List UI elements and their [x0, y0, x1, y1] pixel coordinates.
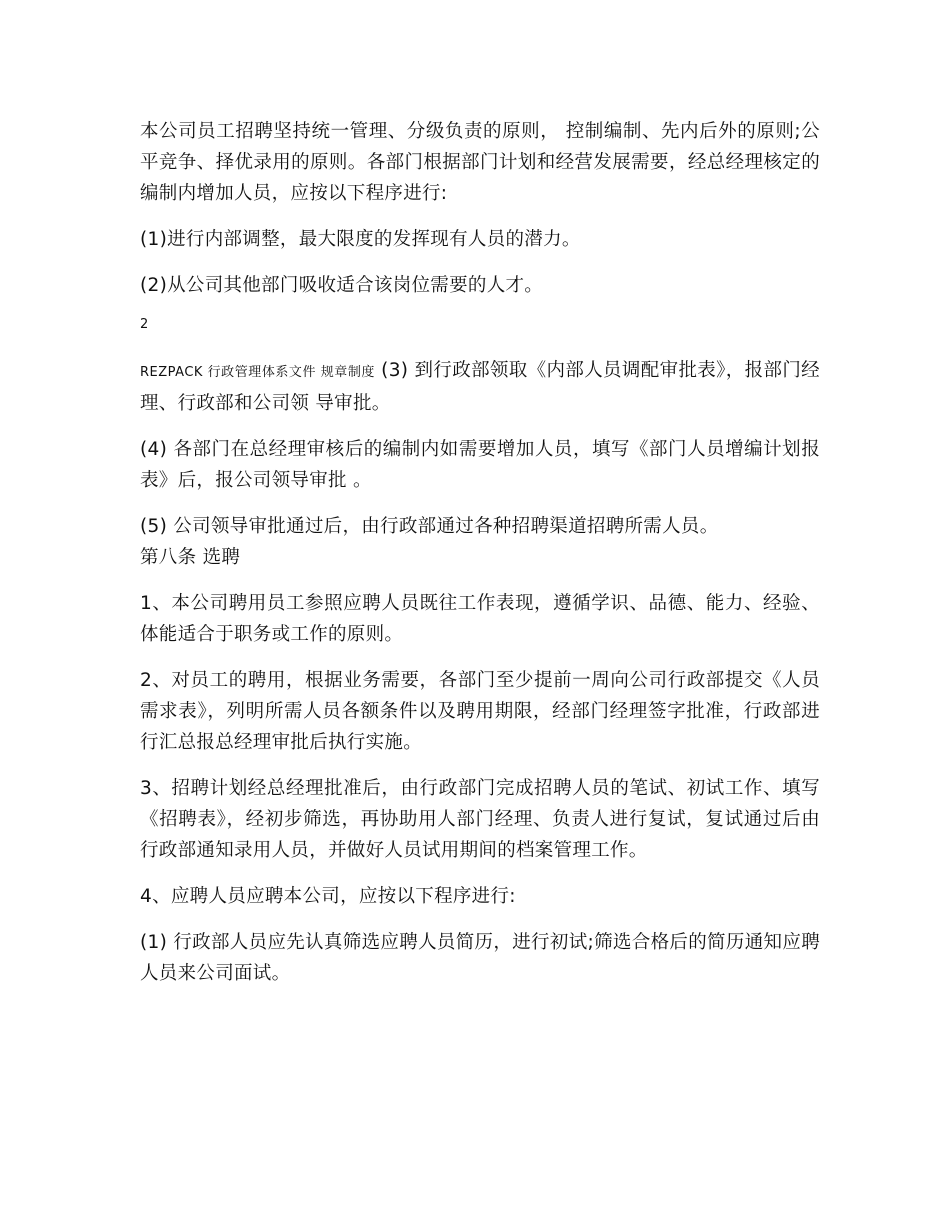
paragraph-selection-1: 1、本公司聘用员工参照应聘人员既往工作表现，遵循学识、品德、能力、经验、体能适合于职务或工作的原则。 — [140, 593, 820, 645]
paragraph-step-3-text: (3) 到行政部领取《内部人员调配审批表》，报部门经理、行政部和公司领 导审批。 — [140, 360, 820, 414]
document-header: REZPACK 行政管理体系文件 规章制度 — [140, 365, 375, 380]
paragraph-step-4: (4) 各部门在总经理审核后的编制内如需要增加人员，填写《部门人员增编计划报表》后，报公司领导审批 。 — [140, 439, 820, 491]
paragraph-recruitment-principles: 本公司员工招聘坚持统一管理、分级负责的原则， 控制编制、先内后外的原则;公平竞争、择优录用的原则。各部门根据部门计划和经营发展需要，经总经理核定的编制内增加人员，应按以下程序进行: — [140, 121, 820, 204]
document-page — [140, 116, 820, 1004]
paragraph-step-5: (5) 公司领导审批通过后，由行政部通过各种招聘渠道招聘所需人员。 — [140, 516, 719, 537]
paragraph-selection-2: 2、对员工的聘用，根据业务需要，各部门至少提前一周向公司行政部提交《人员需求表》，列明所需人员各额条件以及聘用期限，经部门经理签字批准，行政部进行汇总报总经理审批后执行实施。 — [140, 670, 820, 753]
paragraph-selection-4: 4、应聘人员应聘本公司，应按以下程序进行: — [140, 886, 516, 907]
paragraph-selection-4-step-1: (1) 行政部人员应先认真筛选应聘人员简历，进行初试;筛选合格后的简历通知应聘人员来公司面试。 — [140, 932, 820, 984]
page-number: 2 — [140, 317, 149, 332]
paragraph-step-2: (2)从公司其他部门吸收适合该岗位需要的人才。 — [140, 275, 544, 296]
paragraph-step-1: (1)进行内部调整，最大限度的发挥现有人员的潜力。 — [140, 229, 581, 250]
paragraph-selection-3: 3、招聘计划经总经理批准后，由行政部门完成招聘人员的笔试、初试工作、填写《招聘表》，经初步筛选，再协助用人部门经理、负责人进行复试，复试通过后由行政部通知录用人员，并做好人员试用期间的档案管理工作。 — [140, 778, 820, 861]
article-heading: 第八条 选聘 — [140, 547, 241, 568]
paragraph-step-3 — [140, 355, 820, 419]
